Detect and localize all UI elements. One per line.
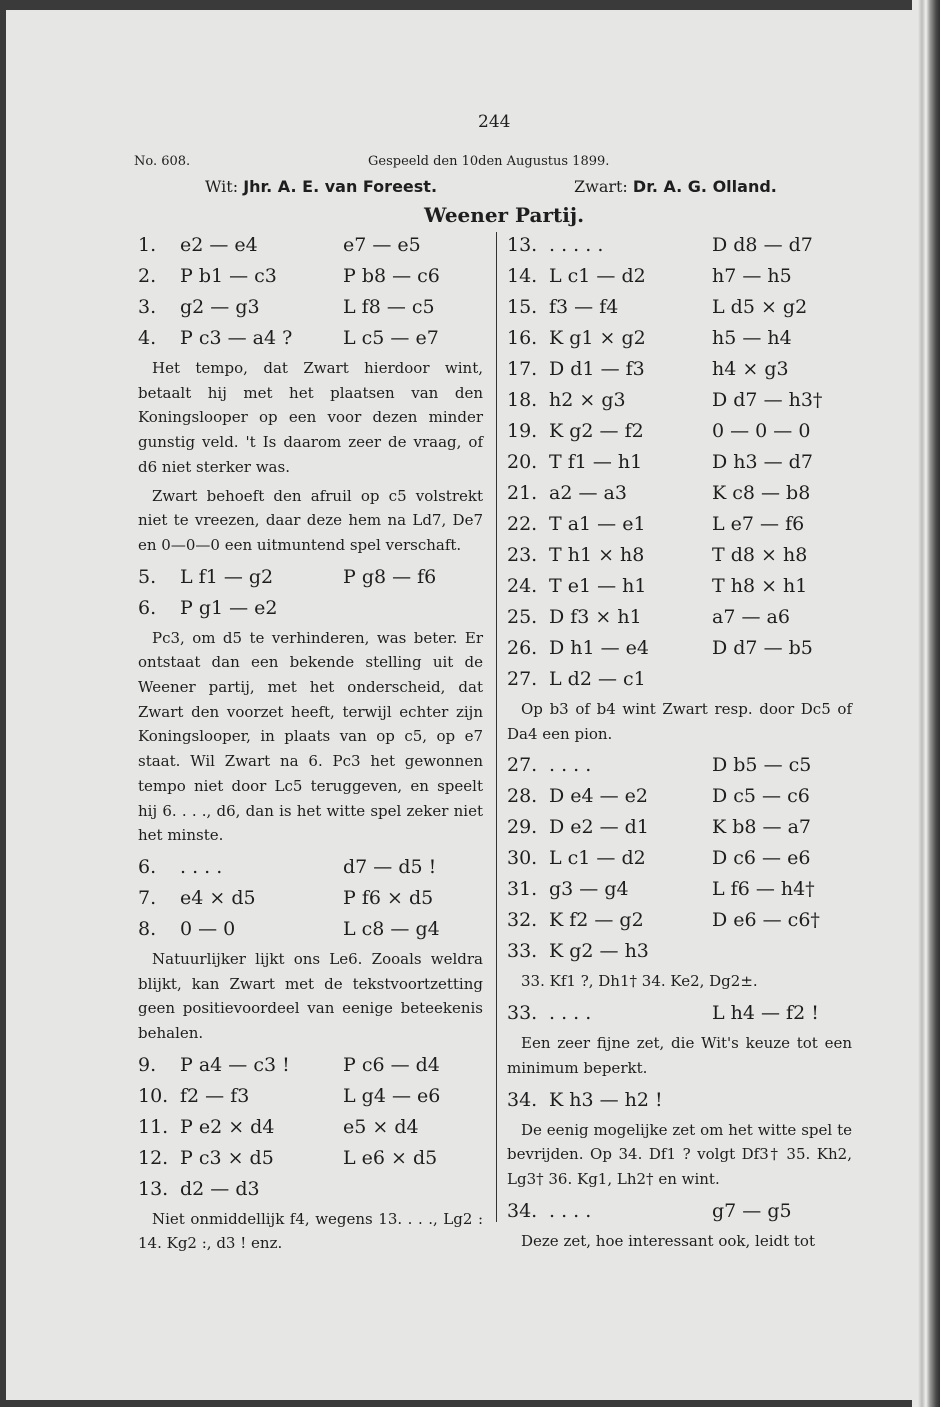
black-move: L e6 × d5: [343, 1146, 438, 1169]
annotation-note: De eenig mogelijke zet om het witte spel te bevrijden. Op 34. Df1 ? volgt Df3† 35. Kh2, Lg3† 36. Kg1, Lh2† en wint.: [507, 1120, 852, 1188]
move-number: 23.: [507, 544, 538, 566]
white-move: g2 — g3: [180, 296, 260, 318]
black-move: K b8 — a7: [712, 816, 811, 839]
move-number: 13.: [507, 234, 538, 256]
black-move: D c6 — e6: [712, 847, 811, 870]
black-move: L f6 — h4†: [712, 878, 815, 901]
move-number: 9.: [138, 1053, 157, 1076]
black-move: L h4 — f2 !: [712, 1002, 819, 1025]
move-row: [138, 883, 483, 914]
move-row: [138, 230, 483, 261]
move-number: 34.: [507, 1199, 538, 1222]
page-number: 244: [478, 112, 511, 132]
move-number: 22.: [507, 513, 538, 535]
move-row: [507, 843, 852, 874]
move-row: [138, 1143, 483, 1174]
column-divider: [496, 232, 497, 1222]
move-row: [507, 447, 852, 478]
move-row: [138, 1081, 483, 1112]
black-move: P c6 — d4: [343, 1053, 440, 1076]
white-player: [205, 177, 437, 196]
black-move: K c8 — b8: [712, 482, 811, 504]
move-number: 3.: [138, 296, 157, 318]
move-row: [507, 750, 852, 781]
move-row: [507, 385, 852, 416]
white-label: Wit:: [205, 177, 239, 196]
move-row: [507, 509, 852, 540]
move-row: [507, 936, 852, 967]
move-row: [507, 781, 852, 812]
game-number: No. 608.: [134, 154, 191, 169]
white-move: L f1 — g2: [180, 565, 274, 588]
white-move: P c3 — a4 ?: [180, 327, 293, 349]
move-number: 20.: [507, 451, 538, 473]
white-move: h2 × g3: [549, 389, 626, 411]
black-move: T d8 × h8: [712, 544, 808, 566]
move-row: [138, 261, 483, 292]
annotation-note: Een zeer fijne zet, die Wit's keuze tot een minimum beperkt.: [507, 1034, 852, 1077]
black-move: 0 — 0 — 0: [712, 420, 811, 442]
white-move: e4 × d5: [180, 886, 256, 909]
annotation-note: Deze zet, hoe interessant ook, leidt tot: [521, 1231, 815, 1250]
white-move: K g2 — h3: [549, 940, 649, 963]
move-number: 10.: [138, 1084, 169, 1107]
white-move: P g1 — e2: [180, 596, 278, 619]
move-row: [507, 261, 852, 292]
white-move: . . . . .: [549, 234, 604, 256]
move-row: [507, 602, 852, 633]
move-number: 11.: [138, 1115, 169, 1138]
move-number: 13.: [138, 1177, 169, 1200]
move-row: [138, 852, 483, 883]
move-number: 32.: [507, 909, 538, 932]
move-row: [507, 812, 852, 843]
move-number: 16.: [507, 327, 538, 349]
white-move: f3 — f4: [549, 296, 619, 318]
white-move: K g2 — f2: [549, 420, 644, 442]
black-move: e7 — e5: [343, 234, 421, 256]
white-move: g3 — g4: [549, 878, 629, 901]
white-move: T a1 — e1: [549, 513, 646, 535]
white-move: D e4 — e2: [549, 785, 649, 808]
white-move: . . . .: [549, 1002, 592, 1025]
black-player: [574, 177, 777, 196]
white-move: T f1 — h1: [549, 451, 643, 473]
black-label: Zwart:: [574, 177, 628, 196]
move-row: [507, 1196, 852, 1227]
move-row: [507, 905, 852, 936]
black-move: D b5 — c5: [712, 754, 812, 777]
white-move: L c1 — d2: [549, 847, 646, 870]
black-move: P f6 × d5: [343, 886, 434, 909]
white-move: e2 — e4: [180, 234, 258, 256]
white-move: P b1 — c3: [180, 265, 277, 287]
black-move: L f8 — c5: [343, 296, 435, 318]
move-number: 7.: [138, 886, 157, 909]
move-row: [507, 540, 852, 571]
move-number: 17.: [507, 358, 538, 380]
annotation-note: Op b3 of b4 wint Zwart resp. door Dc5 of Da4 een pion.: [507, 700, 852, 743]
move-number: 21.: [507, 482, 538, 504]
black-move: D h3 — d7: [712, 451, 813, 473]
annotation-note: Niet onmiddellijk f4, wegens 13. . . ., Lg2 : 14. Kg2 :, d3 ! enz.: [138, 1209, 483, 1253]
black-move: D c5 — c6: [712, 785, 810, 808]
move-row: [507, 571, 852, 602]
opening-title: Weener Partij.: [424, 203, 585, 227]
move-number: 18.: [507, 389, 538, 411]
black-move: D d8 — d7: [712, 234, 813, 256]
move-row: [138, 1050, 483, 1081]
move-row: [507, 416, 852, 447]
white-move: L c1 — d2: [549, 265, 646, 287]
white-move: K g1 × g2: [549, 327, 646, 349]
white-move: D f3 × h1: [549, 606, 642, 628]
black-move: D e6 — c6†: [712, 909, 820, 932]
black-move: d7 — d5 !: [343, 855, 437, 878]
white-move: T e1 — h1: [549, 575, 647, 597]
move-number: 12.: [138, 1146, 169, 1169]
white-move: D d1 — f3: [549, 358, 645, 380]
white-move: D e2 — d1: [549, 816, 649, 839]
move-row: [138, 914, 483, 945]
black-name: Dr. A. G. Olland.: [632, 177, 777, 196]
white-move: D h1 — e4: [549, 637, 650, 659]
move-number: 14.: [507, 265, 538, 287]
move-row: [507, 664, 852, 695]
move-number: 31.: [507, 878, 538, 901]
black-move: P g8 — f6: [343, 565, 437, 588]
move-number: 1.: [138, 234, 157, 256]
move-number: 26.: [507, 637, 538, 659]
annotation-note: Pc3, om d5 te verhinderen, was beter. Er ontstaat dan een bekende stelling uit de Weener partij, met het onderscheid, dat Zwart den voorzet heeft, terwijl echter zijn Koningslooper, in plaats van op c5, op e7 staat. Wil Zwart na 6. Pc3 het gewonnen tempo niet door Lc5 teruggeven, en speelt hij 6. . . ., d6, dan is het witte spel zeker niet het minste.: [138, 628, 483, 845]
move-number: 2.: [138, 265, 157, 287]
black-move: h7 — h5: [712, 265, 792, 287]
white-move: K f2 — g2: [549, 909, 644, 932]
move-number: 33.: [507, 940, 538, 963]
move-number: 24.: [507, 575, 538, 597]
move-row: [507, 1085, 852, 1116]
move-row: [138, 562, 483, 593]
move-number: 5.: [138, 565, 157, 588]
black-move: a7 — a6: [712, 606, 790, 628]
left-column: [138, 230, 483, 1260]
move-number: 28.: [507, 785, 538, 808]
black-move: L c8 — g4: [343, 917, 440, 940]
game-date: Gespeeld den 10den Augustus 1899.: [368, 154, 610, 169]
white-move: f2 — f3: [180, 1084, 250, 1107]
move-number: 6.: [138, 855, 157, 878]
annotation-note: Natuurlijker lijkt ons Le6. Zooals weldra blijkt, kan Zwart met de tekstvoortzetting geen positievoordeel van eenige beteekenis behalen.: [138, 949, 483, 1043]
white-move: K h3 — h2 !: [549, 1088, 663, 1111]
annotation-note: 33. Kf1 ?, Dh1† 34. Ke2, Dg2±.: [521, 972, 758, 991]
move-number: 4.: [138, 327, 157, 349]
white-move: . . . .: [549, 1199, 592, 1222]
black-move: L e7 — f6: [712, 513, 805, 535]
white-move: d2 — d3: [180, 1177, 260, 1200]
move-row: [507, 874, 852, 905]
black-move: T h8 × h1: [712, 575, 808, 597]
move-number: 19.: [507, 420, 538, 442]
move-row: [507, 478, 852, 509]
move-number: 27.: [507, 754, 538, 777]
black-move: L g4 — e6: [343, 1084, 441, 1107]
move-row: [138, 292, 483, 323]
move-number: 33.: [507, 1002, 538, 1025]
white-move: . . . .: [549, 754, 592, 777]
move-number: 30.: [507, 847, 538, 870]
white-move: T h1 × h8: [549, 544, 645, 566]
move-row: [507, 998, 852, 1029]
move-row: [507, 292, 852, 323]
annotation-note: Zwart behoeft den afruil op c5 volstrekt niet te vreezen, daar deze hem na Ld7, De7 en 0—0—0 een uitmuntend spel verschaft.: [138, 486, 483, 554]
white-move: P c3 × d5: [180, 1146, 274, 1169]
white-move: P a4 — c3 !: [180, 1053, 290, 1076]
page-edge: [912, 0, 940, 1407]
move-number: 15.: [507, 296, 538, 318]
white-move: a2 — a3: [549, 482, 627, 504]
black-move: h5 — h4: [712, 327, 792, 349]
black-move: D d7 — b5: [712, 637, 813, 659]
white-move: L d2 — c1: [549, 668, 646, 690]
black-move: e5 × d4: [343, 1115, 419, 1138]
black-move: L c5 — e7: [343, 327, 439, 349]
move-number: 34.: [507, 1088, 538, 1111]
move-number: 6.: [138, 596, 157, 619]
white-move: . . . .: [180, 855, 223, 878]
move-row: [138, 1174, 483, 1205]
move-row: [507, 230, 852, 261]
black-move: g7 — g5: [712, 1199, 792, 1222]
black-move: h4 × g3: [712, 358, 789, 380]
black-move: P b8 — c6: [343, 265, 440, 287]
annotation-note: Het tempo, dat Zwart hierdoor wint, betaalt hij met het plaatsen van den Koningslooper op een voor dezen minder gunstig veld. 't Is daarom zeer de vraag, of d6 niet sterker was.: [138, 359, 483, 476]
move-row: [507, 633, 852, 664]
move-row: [138, 593, 483, 624]
move-number: 27.: [507, 668, 538, 690]
white-move: P e2 × d4: [180, 1115, 275, 1138]
black-move: L d5 × g2: [712, 296, 808, 318]
move-row: [138, 323, 483, 354]
move-number: 29.: [507, 816, 538, 839]
move-row: [138, 1112, 483, 1143]
white-move: 0 — 0: [180, 917, 236, 940]
white-name: Jhr. A. E. van Foreest.: [243, 177, 438, 196]
move-row: [507, 354, 852, 385]
right-column: [507, 230, 852, 1257]
move-row: [507, 323, 852, 354]
move-number: 8.: [138, 917, 157, 940]
move-number: 25.: [507, 606, 538, 628]
black-move: D d7 — h3†: [712, 389, 823, 411]
